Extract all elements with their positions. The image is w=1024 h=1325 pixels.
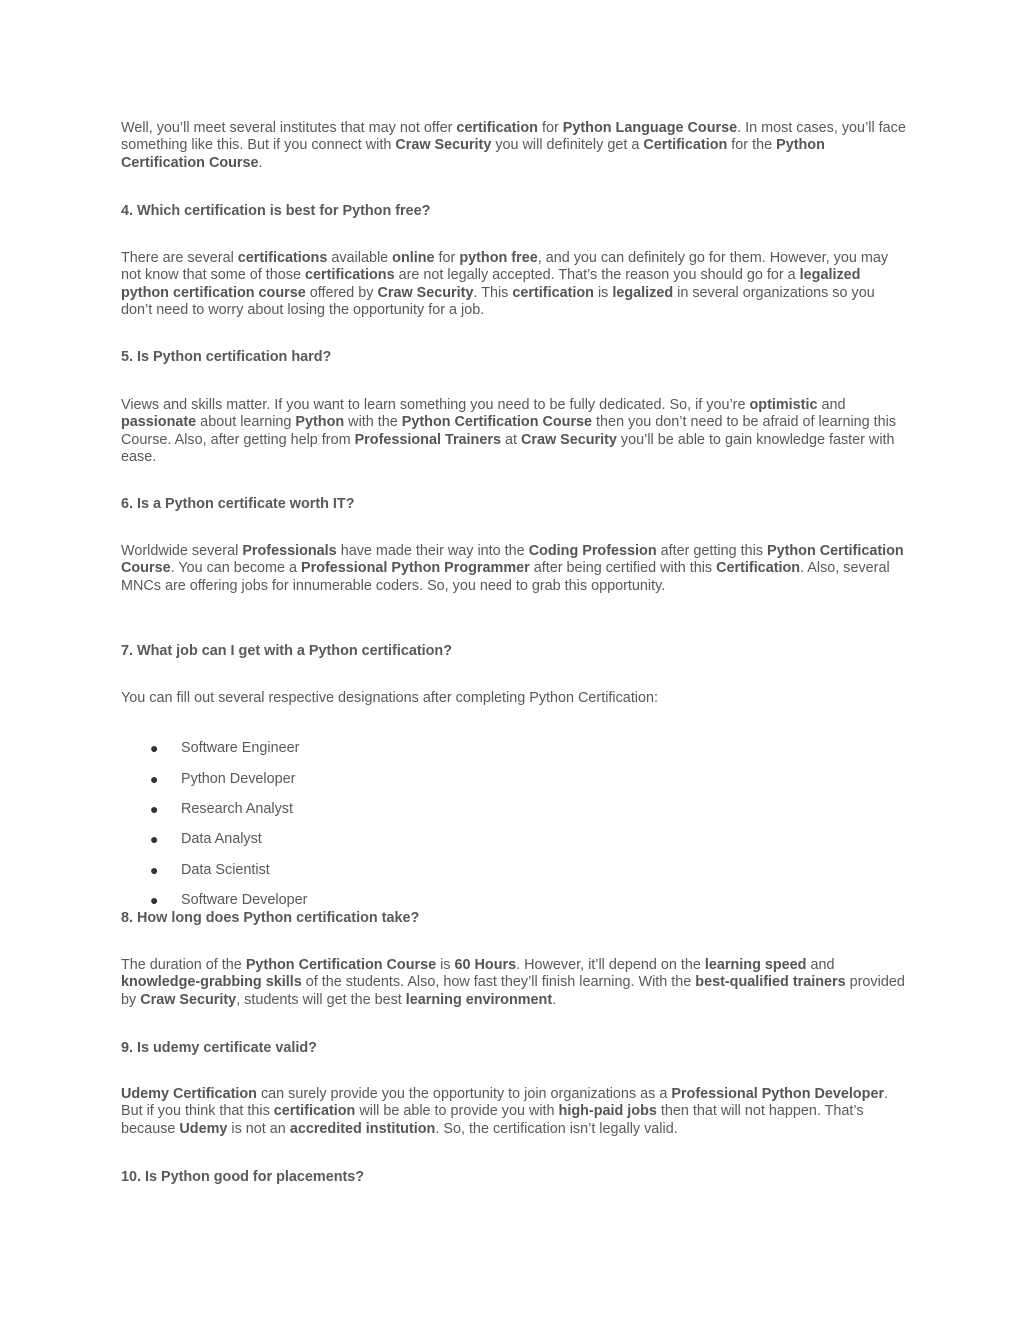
list-item: Data Analyst [181,831,262,847]
bold-text: certification [512,284,594,301]
bold-text: Coding Profession [528,543,657,559]
bold-text: legalized [612,284,674,301]
bold-text: certification [273,1103,356,1120]
bold-text: Udemy [179,1120,228,1137]
bold-text: Craw Security [140,991,237,1008]
bold-text: Python Certification Course [245,957,437,973]
text-run: is [593,284,613,301]
bullet-icon: ● [150,740,159,756]
question-9-heading: 9. Is udemy certificate valid? [121,1040,317,1056]
bold-text: Professionals [242,543,337,559]
bold-text: Professional Python Programmer [301,560,530,577]
bold-text: knowledge-grabbing skills [121,974,302,991]
bold-text: 60 Hours [454,957,517,973]
text-run: you’ll be able to gain knowledge faster with ease. [121,431,895,466]
bold-text: certifications [305,267,395,284]
text-run: and [806,957,835,973]
bullet-icon: ● [150,831,159,847]
bold-text: learning environment [405,991,553,1008]
text-run: The duration of the [121,957,246,973]
bold-text: accredited institution [289,1120,436,1137]
text-run: with the [344,414,402,431]
text-run: for [537,120,563,136]
text-run: provided by [121,974,905,1008]
text-run: . This [473,284,513,301]
bullet-icon: ● [150,801,159,817]
text-run: , and you can definitely go for them. However, you may not know that some of those [121,250,889,284]
text-run: . However, it’ll depend on the [516,957,705,973]
bold-text: passionate [121,414,197,431]
text-run: . So, the certification isn’t legally valid. [435,1120,678,1137]
bold-text: Udemy Certification [121,1086,257,1102]
bold-text: python free [459,250,538,266]
bold-text: Certification [643,137,728,154]
bullet-icon: ● [150,892,159,908]
text-run: Well, you’ll meet several institutes that may not offer [121,120,457,136]
text-run: , students will get the best [236,991,406,1008]
list-item: Software Developer [181,892,308,908]
text-run: in several organizations so you don’t need to worry about losing the opportunity for a job. [121,284,875,319]
text-run: is not an [227,1120,290,1137]
bold-text: Craw Security [395,137,492,154]
text-run: after getting this [656,543,767,559]
bold-text: high-paid jobs [558,1103,657,1120]
bold-text: Python Certification Course [121,137,825,171]
bold-text: Professional Python Developer [671,1086,885,1102]
bold-text: Certification [716,560,801,577]
question-9-answer [121,1086,906,1138]
text-run: then you don’t need to be afraid of learning this Course. Also, after getting help from [121,414,897,448]
text-run: There are several [121,250,238,266]
list-item: Software Engineer [181,740,300,756]
bold-text: certifications [237,250,328,266]
question-8-heading: 8. How long does Python certification take? [121,910,420,926]
intro-paragraph [121,120,906,172]
question-10-heading: 10. Is Python good for placements? [121,1169,365,1185]
text-run: Views and skills matter. If you want to learn something you need to be fully dedicated. So, if you’re [121,397,750,413]
text-run: at [500,431,521,448]
bold-text: Python Certification Course [121,543,904,577]
bullet-icon: ● [150,862,159,878]
text-run: . [258,154,263,171]
bold-text: Python Language Course [562,120,738,136]
bold-text: certification [456,120,538,136]
question-4-answer [121,250,906,320]
bold-text: learning speed [704,957,807,973]
text-run: will be able to provide you with [355,1103,559,1120]
question-7-intro: You can fill out several respective designations after completing Python Certification: [121,690,659,706]
question-6-answer [121,543,906,595]
text-run: about learning [196,414,296,431]
text-run: . You can become a [170,560,302,577]
bold-text: best-qualified trainers [695,974,846,991]
text-run: then that will not happen. That’s because [121,1103,864,1137]
text-run: for the [727,137,777,154]
text-run: of the students. Also, how fast they’ll finish learning. With the [301,974,696,991]
text-run: and [817,397,846,413]
bold-text: Professional Trainers [354,431,501,448]
text-run: can surely provide you the opportunity to join organizations as a [256,1086,672,1102]
text-run: available [327,250,393,266]
text-run: is [436,957,455,973]
list-item: Research Analyst [181,801,293,817]
text-run: offered by [305,284,378,301]
text-run: for [434,250,460,266]
bold-text: Craw Security [377,284,474,301]
question-7-heading: 7. What job can I get with a Python certification? [121,643,453,659]
question-4-heading: 4. Which certification is best for Python free? [121,203,431,219]
list-item: Python Developer [181,771,296,787]
text-run: Worldwide several [121,543,243,559]
text-run: . But if you think that this [121,1086,889,1120]
question-5-answer [121,397,906,467]
list-item: Data Scientist [181,862,270,878]
question-5-heading: 5. Is Python certification hard? [121,349,332,365]
text-run: after being certified with this [529,560,717,577]
text-run: . Also, several MNCs are offering jobs for innumerable coders. So, you need to grab this opportunity. [121,560,890,594]
bullet-icon: ● [150,771,159,787]
bold-text: Python [295,414,345,431]
question-8-answer [121,957,906,1009]
bold-text: Craw Security [520,431,617,448]
bold-text: legalized python certification course [121,267,861,301]
text-run: are not legally accepted. That’s the reason you should go for a [394,267,800,284]
bold-text: online [392,250,435,266]
bold-text: Python Certification Course [401,414,593,431]
text-run: . In most cases, you’ll face something like this. But if you connect with [121,120,906,154]
text-run: . [552,991,557,1008]
bold-text: optimistic [749,397,818,413]
question-6-heading: 6. Is a Python certificate worth IT? [121,496,355,512]
text-run: you will definitely get a [491,137,644,154]
text-run: have made their way into the [336,543,529,559]
